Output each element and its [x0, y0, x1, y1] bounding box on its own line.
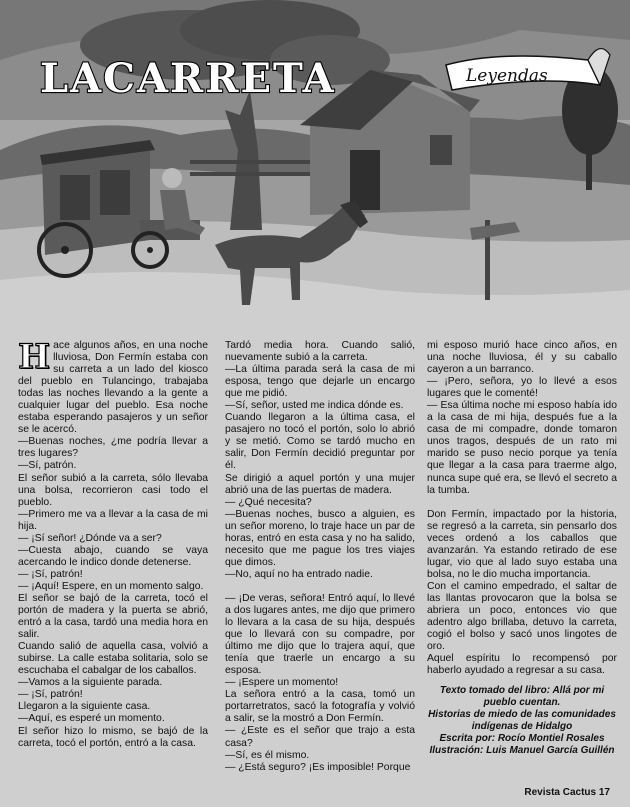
story-title: LACARRETA — [40, 55, 336, 102]
page-number: 17 — [598, 787, 610, 798]
credit-source: Texto tomado del libro: Allá por mi pueblo cuentan. — [439, 685, 605, 709]
paragraph: —Sí, señor, usted me indica dónde es. — [225, 400, 404, 412]
credits — [427, 685, 617, 757]
credits-gap — [427, 677, 617, 685]
paragraph: —Cuesta abajo, cuando se vaya acercando le indico donde detenerse. — [18, 544, 208, 568]
paragraph: Cuando salió de aquella casa, volvió a subirse. La calle estaba solitaria, solo se escuchaba el cabalgar de los caballos. — [18, 641, 208, 677]
paragraph: — ¡Sí, patrón! — [18, 568, 83, 580]
paragraph: Cuando llegaron a la última casa, el pasajero no tocó el portón, solo lo abrió y se metió. Como se tardó mucho en salir, Don Fermín decidió preguntar por él. — [225, 412, 415, 472]
paragraph: — ¿Qué necesita? — [225, 496, 312, 508]
paragraph: — ¿Este es el señor que trajo a esta casa? — [225, 725, 415, 749]
story-illustration — [0, 0, 630, 335]
story-column-3 — [427, 340, 617, 757]
paragraph: mi esposo murió hace cinco años, en una noche lluviosa, él y su caballo cayeron a un barranco. — [427, 340, 617, 376]
paragraph: —Aquí, es esperé un momento. — [18, 713, 165, 725]
paragraph: Se dirigió a aquel portón y una mujer abrió una de las puertas de madera. — [225, 472, 415, 496]
paragraph: Don Fermín, impactado por la historia, se regresó a la carreta, sin pensarlo dos veces ordenó a los caballos que avanzarán. Ya estando retirado de ese lugar, vio que al lado suyo estaba una bolsa, no le dio mucha importancia. — [427, 508, 617, 580]
paragraph: —Primero me va a llevar a la casa de mi hija. — [18, 508, 208, 532]
paragraph: —Vamos a la siguiente parada. — [18, 677, 163, 689]
paragraph: —Sí, patrón. — [18, 460, 77, 472]
credit-author: Escrita por: Rocío Montiel Rosales — [439, 733, 605, 745]
paragraph-gap — [427, 497, 617, 509]
paragraph: El señor hizo lo mismo, se bajó de la carreta, tocó el portón, entró a la casa. — [18, 725, 208, 749]
paragraph: — Esa última noche mi esposo había ido a la casa de mi hija, después fue a la casa de mi compadre, donde tomaron unos tragos, después de un rato mi marido se puso necio porque ya tenía que llegar a la casa para traerme algo, nunca supe qué era, se llevó el secreto a la tumba. — [427, 400, 617, 496]
paragraph: La señora entró a la casa, tomó un portarretratos, sacó la fotografía y volvió a salir, se la mostró a Don Fermín. — [225, 689, 415, 725]
paragraph: ace algunos años, en una noche lluviosa, Don Fermín estaba con su carreta a un lado del kiosco del pueblo en Tulancingo, trabajaba todas las noches llevando a la gente a cualquier lugar del pueblo. Esa noche estaba esperando pasajeros y un señor se le acercó. — [18, 340, 208, 436]
paragraph: Tardó media hora. Cuando salió, nuevamente subió a la carreta. — [225, 340, 415, 364]
paragraph: El señor se bajó de la carreta, tocó el portón de madera y la puerta se abrió, entró a la casa, tardó una media hora en salir. — [18, 592, 208, 641]
paragraph: — ¡Sí señor! ¿Dónde va a ser? — [18, 532, 162, 544]
paragraph: — ¡Aquí! Espere, en un momento salgo. — [18, 580, 204, 592]
paragraph: Llegaron a la siguiente casa. — [18, 701, 151, 713]
paragraph: —Buenas noches, busco a alguien, es un señor moreno, lo traje hace un par de horas, entró en esta casa y no ha salido, necesito que me pague los tres viajes que dimos. — [225, 508, 415, 568]
drop-cap: H — [18, 337, 51, 377]
credit-illustrator: Ilustración: Luis Manuel García Guillén — [429, 745, 615, 757]
paragraph: — ¡Espere un momento! — [225, 677, 339, 689]
paragraph: El señor subió a la carreta, sólo llevaba una bolsa, recorrieron casi todo el pueblo. — [18, 472, 208, 508]
magazine-name: Revista Cactus — [524, 787, 597, 798]
paragraph: —Buenas noches, ¿me podría llevar a tres lugares? — [18, 436, 208, 460]
paragraph: Aquel espíritu lo recompensó por haberlo ayudado a regresar a su casa. — [427, 653, 617, 677]
credit-subtitle: Historias de miedo de las comunidades indígenas de Hidalgo — [428, 709, 616, 733]
paragraph-gap — [225, 581, 415, 593]
story-column-2 — [225, 340, 415, 774]
story-column-1 — [18, 337, 208, 750]
paragraph: —No, aquí no ha entrado nadie. — [225, 568, 373, 580]
paragraph: — ¡Pero, señora, yo lo llevé a esos lugares que le comenté! — [427, 376, 617, 400]
paragraph: —La última parada será la casa de mi esposa, tengo que dejarle un encargo que me pidió. — [225, 364, 415, 400]
paragraph: Con el camino empedrado, el saltar de las llantas provocaron que la bolsa se abriera un poco, entonces vio que adentro algo brillaba, detuvo la carreta, cogió el bolso y sacó unos lingotes de oro. — [427, 580, 617, 653]
paragraph: — ¿Está seguro? ¡Es imposible! Porque — [225, 761, 411, 773]
section-label: Leyendas — [466, 66, 548, 86]
paragraph: —Sí, es él mismo. — [225, 749, 310, 761]
paragraph: — ¡De veras, señora! Entró aquí, lo llevé a dos lugares antes, me dijo que primero lo llevara a la casa de su hija, después que lo llevará con su compadre, por último me dijo que lo trajera aquí, que tenía que traerle un encargo a su esposa. — [225, 592, 415, 677]
page-footer — [524, 787, 610, 798]
paragraph: — ¡Sí, patrón! — [18, 689, 83, 701]
